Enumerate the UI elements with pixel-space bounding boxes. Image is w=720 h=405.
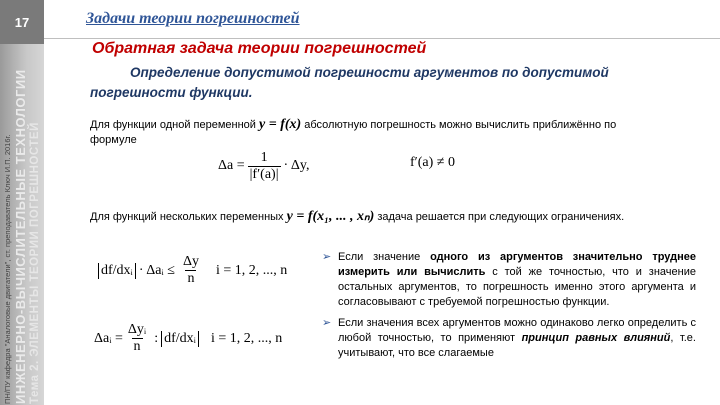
formula3-mid: : [154, 330, 159, 346]
formula-argument-error [94, 322, 282, 355]
bullet1-text-2: с той же точностью, что и значение остальных аргументов, то погрешность именно этого аргумента и согласовывают с требуемой погрешностью функции. [338, 266, 696, 308]
bullet-item-2 [322, 316, 696, 361]
formula2-mid: · Δaᵢ ≤ [138, 262, 175, 278]
description [90, 63, 690, 103]
formula2-numerator: Δy [182, 254, 199, 269]
sidebar-author-line: ПН/ПУ кафедра "Аналоговые двигатели", ст. преподаватель Ключ И.П. 2016г. [3, 134, 12, 404]
bullet2-text-1: Если значения всех аргументов можно одинаково легко определить с любой точностью, то применяют [338, 317, 696, 344]
bullet2-text-2: , т.е. учитывают, что все слагаемые [338, 332, 696, 359]
bullet2-bold: принцип равных влияний [521, 332, 671, 344]
formula-equal-influence-condition [98, 254, 287, 287]
formula3-range: i = 1, 2, ..., n [210, 330, 283, 346]
formula3-lhs: Δaᵢ = [94, 330, 123, 346]
bullet-arrow-icon: ➢ [322, 317, 332, 329]
para2-after: задача решается при следующих ограничениях. [377, 211, 625, 223]
paragraph-multi-variable [90, 209, 650, 225]
bullet1-bold: одного из аргументов значительно труднее измерить или вычислить [338, 251, 697, 278]
para1-before: Для функции одной переменной [90, 119, 256, 131]
para1-after: абсолютную погрешность можно вычислить приближённо по формуле [90, 119, 617, 146]
formula-single-variable [218, 146, 309, 186]
header-title: Задачи теории погрешностей [86, 10, 300, 27]
formula1-numerator: 1 [260, 149, 268, 165]
sidebar [0, 44, 44, 405]
formula3-abs-derivative: df/dxᵢ [161, 331, 199, 347]
description-line-1: Определение допустимой погрешности аргументов по допустимой [130, 65, 609, 80]
para2-expression: y = f(x₁, ... , xₙ) [286, 209, 375, 224]
header-divider [44, 38, 720, 39]
paragraph-single-variable [90, 117, 650, 148]
sidebar-topic-title: Тема 2. ЭЛЕМЕНТЫ ТЕОРИИ ПОГРЕШНОСТЕЙ [29, 122, 41, 404]
bullet-list [322, 250, 696, 367]
formula3-numerator: Δyᵢ [127, 322, 147, 337]
formula2-denominator: n [187, 271, 195, 286]
formula2-abs-derivative: df/dxᵢ [98, 263, 136, 279]
formula3-fraction [126, 322, 148, 355]
formula1-lhs: Δa = [218, 158, 245, 173]
bullet1-text-1: Если значение [338, 251, 431, 263]
formula2-range: i = 1, 2, ..., n [215, 262, 288, 278]
para2-before: Для функций нескольких переменных [90, 211, 284, 223]
para1-expression: y = f(x) [259, 117, 302, 132]
formula1-denominator: |f′(a)| [249, 166, 279, 182]
slide-number: 17 [0, 0, 44, 44]
bullet-item-1 [322, 250, 696, 310]
formula3-denominator: n [133, 339, 141, 354]
formula1-condition: f′(a) ≠ 0 [410, 155, 455, 170]
bullet-arrow-icon: ➢ [322, 251, 332, 263]
formula1-tail: · Δy, [283, 158, 310, 173]
formula1-fraction [248, 150, 281, 183]
sidebar-course-title: ИНЖЕНЕРНО-ВЫЧИСЛИТЕЛЬНЫЕ ТЕХНОЛОГИИ [13, 69, 28, 404]
slide-subtitle: Обратная задача теории погрешностей [92, 40, 427, 57]
formula2-fraction [181, 254, 201, 287]
description-line-2: погрешности функции. [90, 85, 253, 100]
